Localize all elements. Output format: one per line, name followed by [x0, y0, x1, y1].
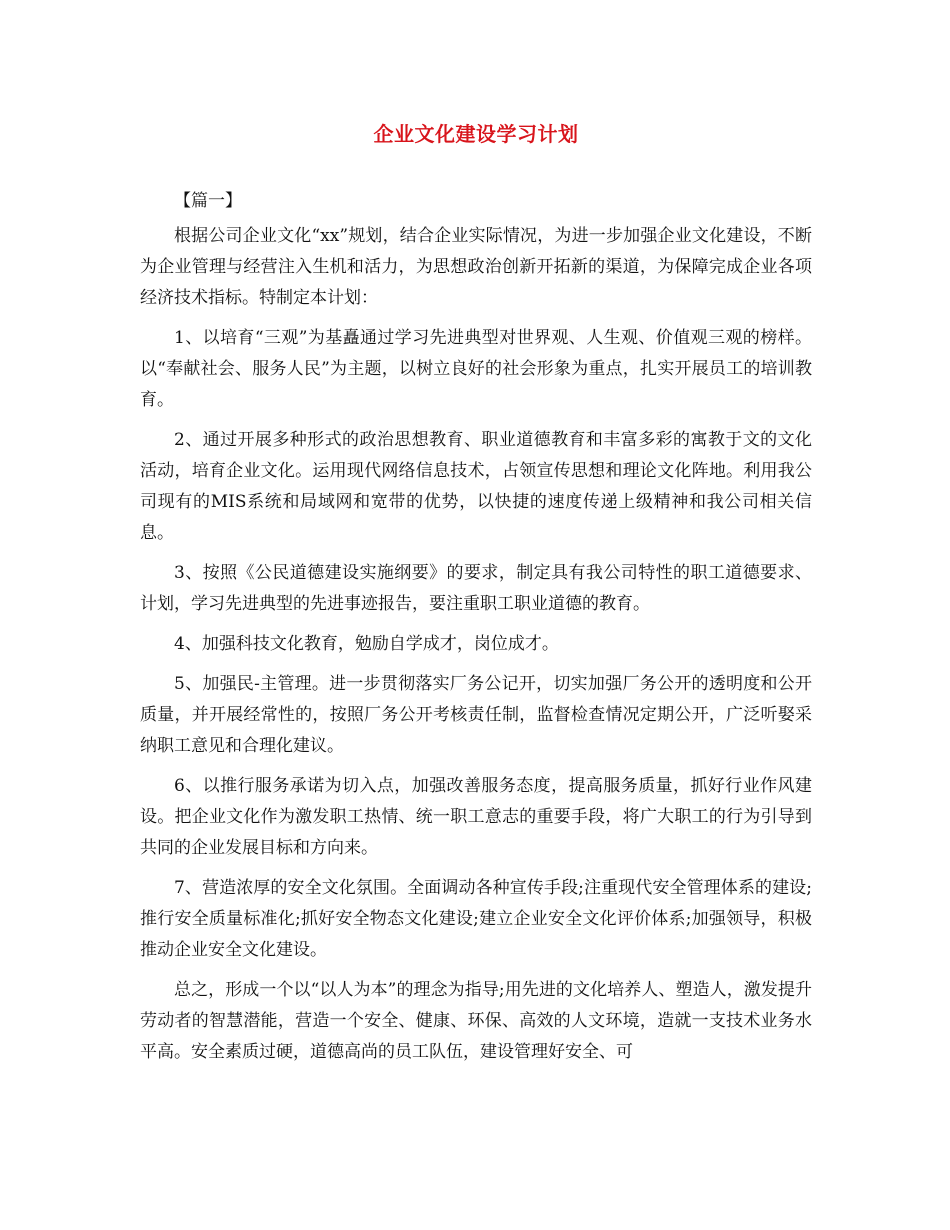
section-heading: 【篇一】: [174, 191, 242, 211]
paragraph-item-2: 2、通过开展多种形式的政治思想教育、职业道德教育和丰富多彩的寓教于文的文化活动，培育企业文化。运用现代网络信息技术，占领宣传思想和理论文化阵地。利用我公司现有的MIS系统和局域网和宽带的优势，以快捷的速度传递上级精神和我公司相关信息。: [140, 430, 812, 543]
document-page: [140, 118, 812, 1077]
paragraph-item-6: 6、以推行服务承诺为切入点，加强改善服务态度，提高服务质量，抓好行业作风建设。把企业文化作为激发职工热情、统一职工意志的重要手段，将广大职工的行为引导到共同的企业发展目标和方向来。: [140, 776, 812, 858]
paragraph-item-1: 1、以培育“三观”为基矗通过学习先进典型对世界观、人生观、价值观三观的榜样。以“奉献社会、服务人民”为主题，以树立良好的社会形象为重点，扎实开展员工的培训教育。: [140, 328, 812, 410]
paragraph-item-5: 5、加强民-主管理。进一步贯彻落实厂务公记开，切实加强厂务公开的透明度和公开质量，并开展经常性的，按照厂务公开考核责任制，监督检查情况定期公开，广泛听娶采纳职工意见和合理化建议。: [140, 674, 812, 756]
paragraph-intro: 根据公司企业文化“xx”规划，结合企业实际情况，为进一步加强企业文化建设，不断为企业管理与经营注入生机和活力，为思想政治创新开拓新的渠道，为保障完成企业各项经济技术指标。特制定本计划：: [140, 226, 812, 308]
paragraph-item-4: 4、加强科技文化教育，勉励自学成才，岗位成才。: [174, 634, 559, 654]
document-title: 企业文化建设学习计划: [373, 122, 579, 146]
paragraph-item-7: 7、营造浓厚的安全文化氛围。全面调动各种宣传手段;注重现代安全管理体系的建设;推行安全质量标准化;抓好安全物态文化建设;建立企业安全文化评价体系;加强领导，积极推动企业安全文化建设。: [140, 878, 812, 960]
paragraph-item-3: 3、按照《公民道德建设实施纲要》的要求，制定具有我公司特性的职工道德要求、计划，学习先进典型的先进事迹报告，要注重职工职业道德的教育。: [140, 563, 812, 614]
paragraph-summary: 总之，形成一个以“以人为本”的理念为指导;用先进的文化培养人、塑造人，激发提升劳动者的智慧潜能，营造一个安全、健康、环保、高效的人文环境，造就一支技术业务水平高。安全素质过硬，道德高尚的员工队伍，建设管理好安全、可: [140, 980, 812, 1062]
